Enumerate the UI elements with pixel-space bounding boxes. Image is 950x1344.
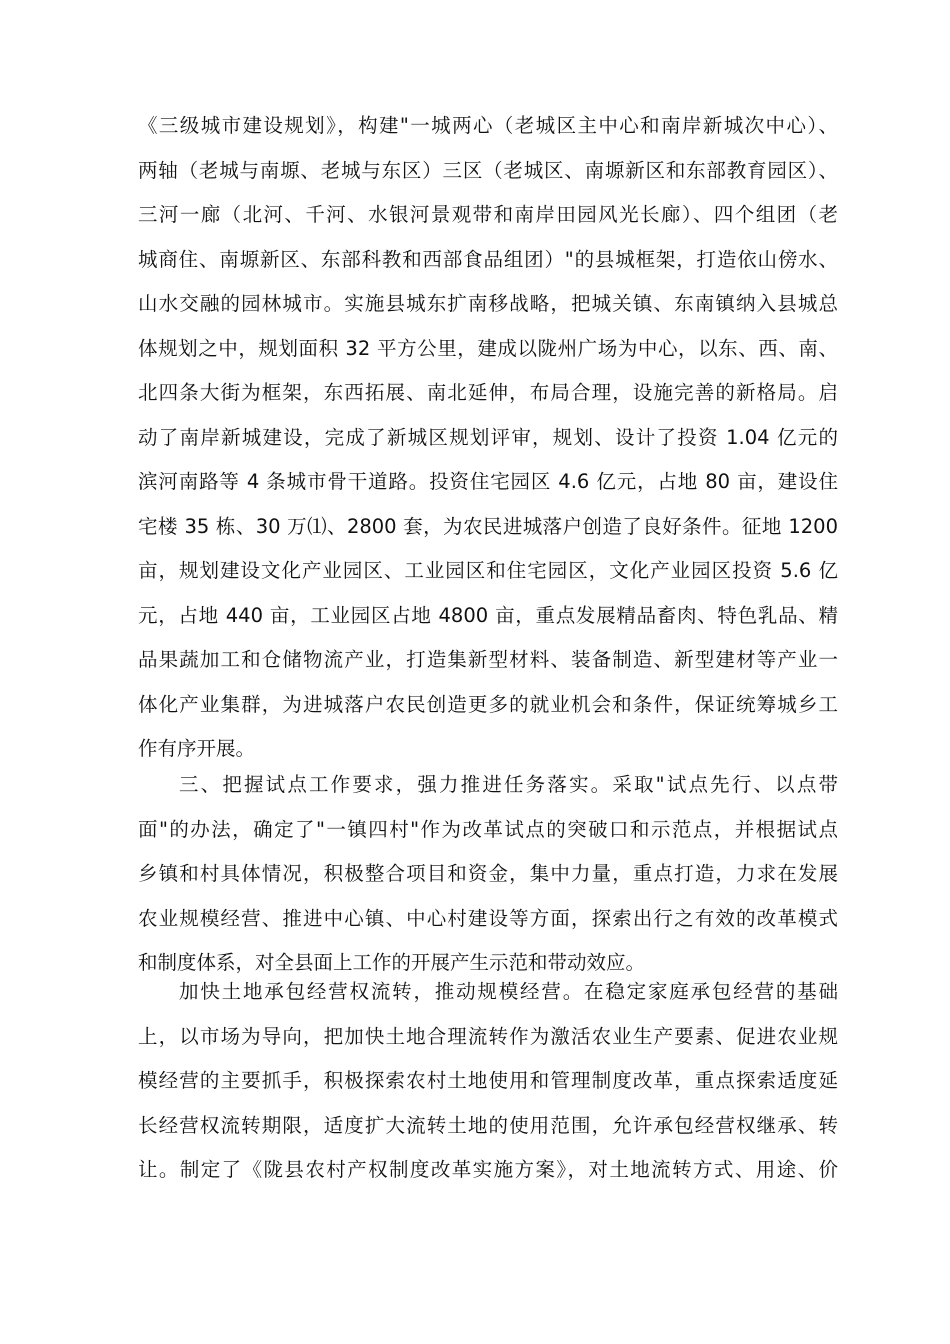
paragraph-urban-planning [138, 104, 838, 772]
paragraph-land-transfer [138, 970, 838, 1193]
text-line: 北四条大街为框架，东西拓展、南北延伸，布局合理，设施完善的新格局。启 [138, 381, 838, 404]
paragraph-pilot-work [138, 763, 838, 986]
text-line: 模经营的主要抓手，积极探索农村土地使用和管理制度改革，重点探索适度延 [138, 1069, 838, 1092]
text-line: 三河一廊（北河、千河、水银河景观带和南岸田园风光长廊）、四个组团（老 [138, 203, 838, 226]
text-line: 加快土地承包经营权流转，推动规模经营。在稳定家庭承包经营的基础 [179, 980, 838, 1003]
text-line: 农业规模经营、推进中心镇、中心村建设等方面，探索出行之有效的改革模式 [138, 906, 838, 930]
text-line: 品果蔬加工和仓储物流产业，打造集新型材料、装备制造、新型建材等产业一 [138, 648, 838, 671]
text-line: 体化产业集群，为进城落户农民创造更多的就业机会和条件，保证统筹城乡工 [138, 692, 838, 716]
text-line: 乡镇和村具体情况，积极整合项目和资金，集中力量，重点打造，力求在发展 [138, 862, 838, 885]
text-line: 和制度体系，对全县面上工作的开展产生示范和带动效应。 [138, 951, 646, 974]
text-line: 城商住、南塬新区、东部科教和西部食品组团）"的县城框架，打造依山傍水、 [138, 247, 838, 271]
text-line: 三、把握试点工作要求，强力推进任务落实。采取"试点先行、以点带 [179, 773, 838, 796]
text-line: 体规划之中，规划面积 32 平方公里，建成以陇州广场为中心，以东、西、南、 [138, 336, 838, 360]
text-line: 让。制定了《陇县农村产权制度改革实施方案》，对土地流转方式、用途、价 [138, 1158, 838, 1181]
text-line: 宅楼 35 栋、30 万⑴、2800 套，为农民进城落户创造了良好条件。征地 1200 [138, 514, 838, 538]
text-line: 上，以市场为导向，把加快土地合理流转作为激活农业生产要素、促进农业规 [138, 1024, 838, 1048]
text-line: 滨河南路等 4 条城市骨干道路。投资住宅园区 4.6 亿元，占地 80 亩，建设住 [138, 470, 838, 493]
text-line: 《三级城市建设规划》，构建"一城两心（老城区主中心和南岸新城次中心）、 [138, 114, 838, 137]
text-line: 动了南岸新城建设，完成了新城区规划评审，规划、设计了投资 1.04 亿元的 [138, 425, 838, 449]
text-line: 长经营权流转期限，适度扩大流转土地的使用范围，允许承包经营权继承、转 [138, 1113, 838, 1137]
text-line: 作有序开展。 [138, 737, 256, 760]
text-line: 两轴（老城与南塬、老城与东区）三区（老城区、南塬新区和东部教育园区）、 [138, 158, 838, 182]
text-line: 亩，规划建设文化产业园区、工业园区和住宅园区，文化产业园区投资 5.6 亿 [138, 559, 838, 582]
text-line: 元，占地 440 亩，工业园区占地 4800 亩，重点发展精品畜肉、特色乳品、精 [138, 603, 838, 627]
text-line: 面"的办法，确定了"一镇四村"作为改革试点的突破口和示范点，并根据试点 [138, 817, 838, 841]
text-line: 山水交融的园林城市。实施县城东扩南移战略，把城关镇、东南镇纳入县城总 [138, 292, 838, 315]
